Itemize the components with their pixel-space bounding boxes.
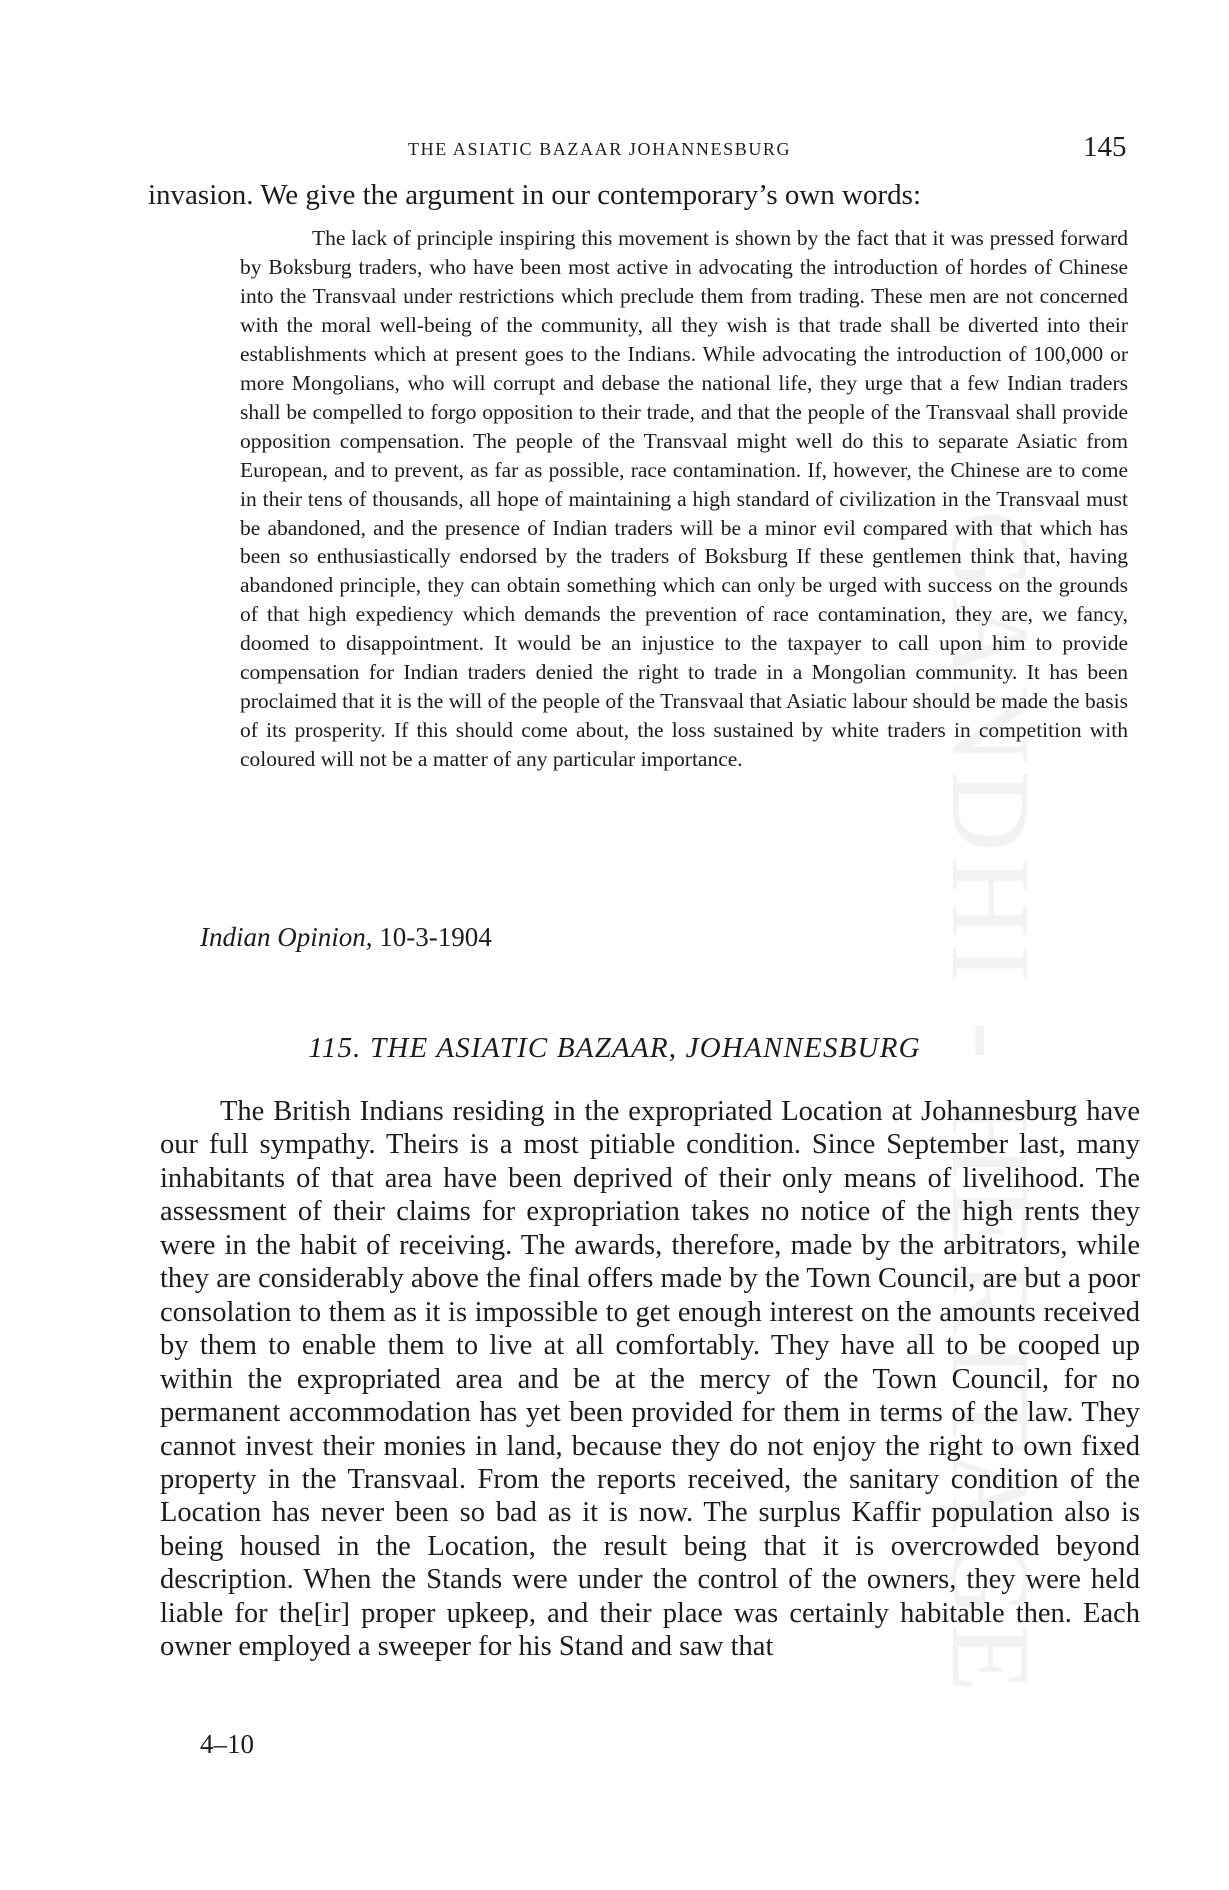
- section-heading: 115. THE ASIATIC BAZAAR, JOHANNESBURG: [308, 1032, 921, 1064]
- block-quote: The lack of principle inspiring this movement is shown by the fact that it was pressed forward by Boksburg traders, who have been most active in advocating the introduction of hordes of Chinese into the Transvaal under restrictions which preclude them from trading. These men are not concerned with the moral well-being of the community, all they wish is that trade shall be diverted into their establishments which at present goes to the Indians. While advocating the introduction of 100,000 or more Mongolians, who will corrupt and debase the national life, they urge that a few Indian traders shall be compelled to forgo opposition to their trade, and that the people of the Transvaal shall provide opposition compensation. The people of the Transvaal might well do this to separate Asiatic from European, and to prevent, as far as possible, race contamination. If, however, the Chinese are to come in their tens of thousands, all hope of maintaining a high standard of civilization in the Transvaal must be abandoned, and the presence of Indian traders will be a minor evil compared with that which has been so enthusiastically endorsed by the traders of Boksburg If these gentlemen think that, having abandoned principle, they can obtain something which can only be urged with success on the grounds of that high expediency which demands the prevention of race contamination, they are, we fancy, doomed to disappointment. It would be an injustice to the taxpayer to call upon him to provide compensation for Indian traders denied the right to trade in a Mongolian community. It has been proclaimed that it is the will of the people of the Transvaal that Asiatic labour should be made the basis of its prosperity. If this should come about, the loss sustained by white traders in competition with coloured will not be a matter of any particular importance.: [240, 226, 1128, 772]
- running-head: THE ASIATIC BAZAAR JOHANNESBURG: [408, 139, 792, 159]
- lead-paragraph-line: invasion. We give the argument in our contemporary’s own words:: [148, 179, 922, 211]
- citation-journal: Indian Opinion,: [200, 922, 373, 952]
- citation-date: 10-3-1904: [379, 922, 492, 952]
- source-citation: [200, 922, 492, 953]
- folio-note: 4–10: [200, 1729, 254, 1759]
- section-body-paragraph: The British Indians residing in the expropriated Location at Johannesburg have our full sympathy. Theirs is a most pitiable condition. Since September last, many inhabitants of that area have been deprived of their only means of livelihood. The assessment of their claims for expropriation takes no notice of the high rents they were in the habit of receiving. The awards, therefore, made by the arbitrators, while they are considerably above the final offers made by the Town Council, are but a poor consolation to them as it is impossible to get enough interest on the amounts received by them to enable them to live at all comfortably. They have all to be cooped up within the expropriated area and be at the mercy of the Town Council, for no permanent accommodation has yet been provided for them in terms of the law. They cannot invest their monies in land, because they do not enjoy the right to own fixed property in the Transvaal. From the reports received, the sanitary condition of the Location has never been so bad as it is now. The surplus Kaffir population also is being housed in the Location, the result being that it is overcrowded beyond description. When the Stands were under the control of the owners, they were held liable for the[ir] proper upkeep, and their place was certainly habitable then. Each owner employed a sweeper for his Stand and saw that: [160, 1096, 1140, 1663]
- background-watermark: GANDHI - HERITAGE: [928, 510, 1052, 1698]
- page-number: 145: [1083, 131, 1127, 163]
